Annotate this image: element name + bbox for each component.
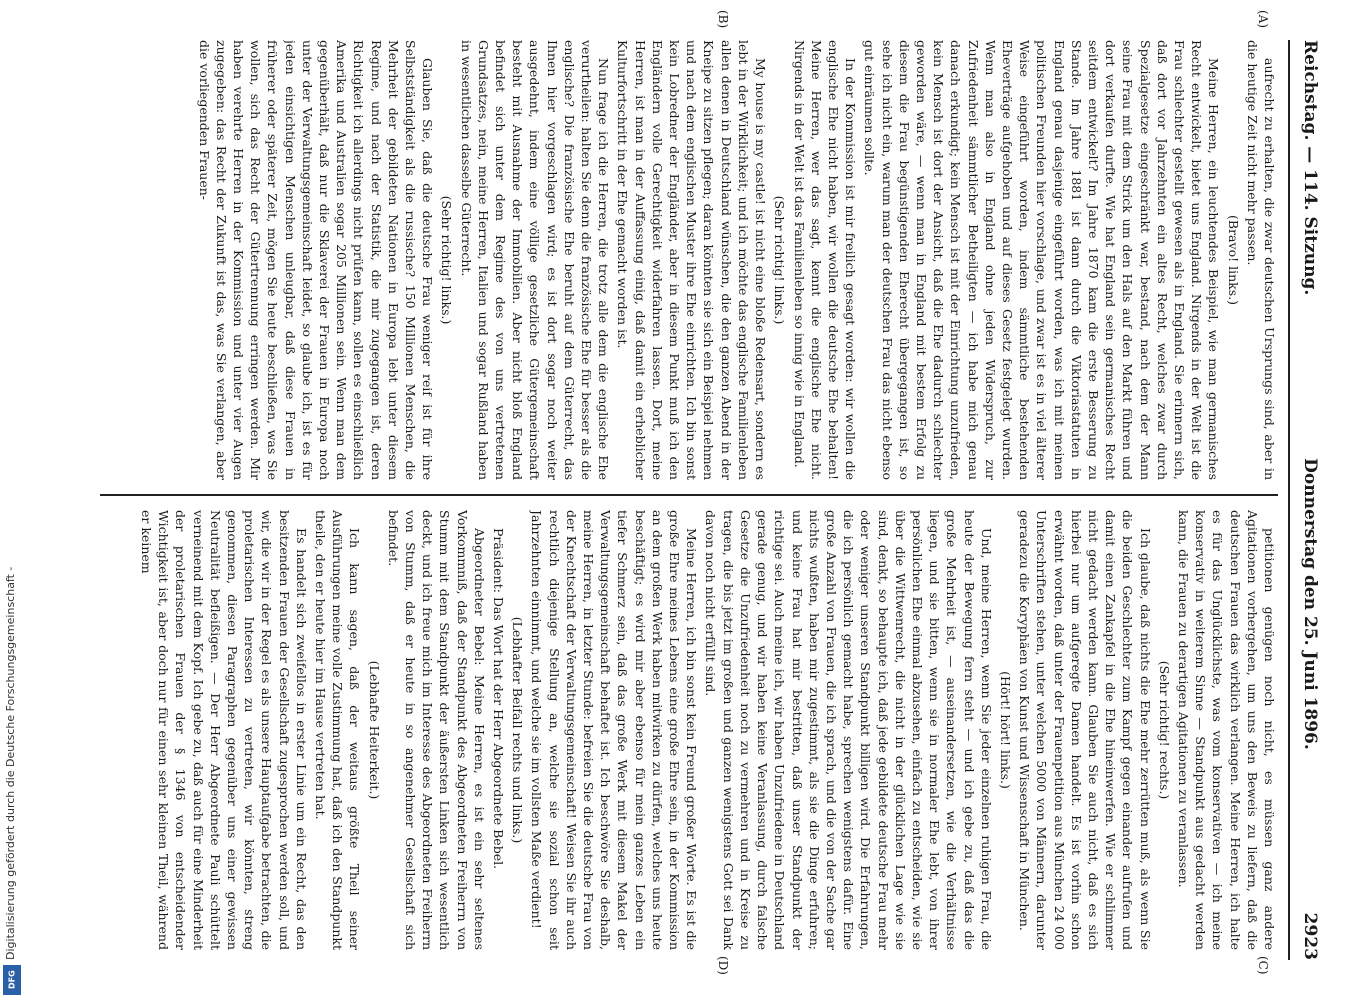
dfg-logo: DFG — [3, 965, 21, 995]
paragraph: Ich glaube, daß nichts die Ehe mehr zerrütten muß, als wenn Sie die beiden Geschlechter zum Kampf gegen einander aufrufen und damit einen Zankapfel in die Ehe hineinwerfen. Wie er schlimmer nicht gedacht werden kann. Glauben Sie auch nicht, daß es sich hierbei nur um aufgeregte Damen handelt. Es ist vorhin schon erwähnt worden, daß unter der Frauenpetition aus München 24 000 Unterschriften stehen, unter welchen 5000 von Männern, darunter geradezu die Koryphäen von Kunst und Wissenschaft in München. — [1017, 510, 1153, 950]
marker-d: (D) — [716, 956, 730, 975]
left-column — [100, 40, 1278, 480]
interjection: (Sehr richtig! links.) — [772, 195, 788, 325]
paragraph: Abgeordneter Bebel: Meine Herren, es ist ein sehr seltenes Vorkommniß, daß der Standpunkt des Abgeordneten Freiherrn von Stumm mit dem Standpunkt der äußersten Linken sich wesentlich deckt, und ich freue mich im Interesse des Abgeordneten Freiherrn von Stumm, daß er heute in so angenehmer Gesellschaft sich befindet. — [385, 510, 487, 950]
paragraph: Glauben Sie, daß die deutsche Frau weniger reif ist für ihre Selbstständigkeit als die russische? 150 Millionen Menschen, die Mehrheit der gebildeten Nationen in Europa lebt unter diesem Regime, und nach der Statistik, die mir zugegangen ist, deren Richtigkeit ich allerdings nicht prüfen kann, sollen es einschließlich Amerika und Australien sogar 205 Millionen sein. Wenn man dem gegenüberhält, daß nur die Sklaverei der Frauen in Europa noch unter der Verwaltungsgemeinschaft leidet, so glaube ich, ist es für jeden einsichtigen Menschen unleugbar, daß diese Frauen in früherer oder späterer Zeit, mögen Sie heute beschließen, was Sie wollen, sich das Recht der Gütertrennung erringen werden. Mir haben verehrte Herren in der Kommission und unter vier Augen zugegeben: das Recht der Zukunft ist das, was Sie verlangen, aber die vorliegenden Frauen- — [196, 40, 436, 480]
document-page — [80, 0, 1330, 1000]
header-date: Donnerstag den 25. Juni 1896. — [1300, 458, 1320, 750]
paragraph: petitionen genügen noch nicht, es müssen ganz andere Agitationen vorhergehen, um uns den Beweis zu liefern, daß die deutschen Frauen das wirklich verlangen. Meine Herren, ich halte es für das Unglücklichste, was vom konservativen — ich meine konservativ in weiterem Sinne — Standpunkt aus gedacht werden kann, die Frauen zu derartigen Agitationen zu veranlassen. — [1175, 510, 1277, 950]
paragraph: Und, meine Herren, wenn Sie jeder einzelnen ruhigen Frau, die heute der Bewegung fern steht — und ich gebe zu, daß das die große Mehrheit ist, — auseinandersetzen, wie die Verhältnisse liegen, und sie bitten, wenn sie in normaler Ehe lebt, von ihrer persönlichen Ehe einmal abzusehen, einfach zu entscheiden, wie sie über die Wittwenrecht, die nicht in der glücklichen Lage wie sie sind, denkt, so behaupte ich, daß jede gebildete deutsche Frau mehr oder weniger unseren Standpunkt billigen wird. Die Erfahrungen, die ich persönlich gemacht habe, sprechen wenigstens dafür. Eine große Anzahl von Frauen, die ich sprach, und die von der Sache gar nichts wußten, haben mir zugestimmt, als sie die Dinge erfuhren; und keine Frau hat mir bestritten, daß unser Standpunkt der richtige sei. Auch meine ich, wir haben Unzufriedene in Deutschland gerade genug, und wir haben keine Veranlassung, durch falsche Gesetze die Unzufriedenheit noch zu vermehren und in Kreise zu tragen, die bis jetzt im großen und ganzen wenigstens Gott sei Dank davon noch nicht erfüllt sind. — [703, 510, 994, 950]
paragraph: Ich kann sagen, daß der weitaus größte Theil seiner Ausführungen meine volle Zustimmung hat, daß ich den Standpunkt theile, den er heute hier im Hause vertreten hat. — [313, 510, 363, 950]
marker-c: (C) — [1256, 956, 1270, 975]
header-left: Reichstag. — 114. Sitzung. — [1300, 40, 1320, 296]
marker-b: (B) — [716, 10, 730, 29]
interjection: (Hört! hört! links.) — [997, 671, 1013, 789]
paragraph: Nun frage ich die Herren, die trotz alle dem die englische Ehe verurtheilen: halten Sie denn die französische Ehe für besser als die englische? Die französische Ehe beruht auf dem Güterrecht, das Ihnen hier vorgeschlagen wird; es ist dort sogar noch weiter ausgedehnt, indem eine völlige gesetzliche Gütergemeinschaft besteht mit Ausnahme der Immobilien. Aber nicht bloß England befindet sich unter dem Regime des von uns vertretenen Grundsatzes, nein, meine Herren, Italien und sogar Rußland haben in wesentlichen dasselbe Güterrecht. — [458, 40, 612, 480]
paragraph: Meine Herren, ein leuchtendes Beispiel, wie man germanisches Recht entwickelt, bietet uns England. Nirgends in der Welt ist die Frau schlechter gestellt gewesen als in England. Sie erinnern sich, daß dort vor Jahrzehnten ein altes Recht, welches zwar durch Spezialgesetze eingeschränkt war, bestand, nach dem der Mann seine Frau mit dem Strick um den Hals auf den Markt führen und dort verkaufen durfte. Wie hat England sein germanisches Recht seitdem entwickelt? Im Jahre 1870 kam die erste Besserung zu Stande. Im Jahre 1881 ist dann durch die Viktoriastatuten in England genau dasjenige eingeführt worden, was ich mit meinen politischen Freunden hier vorschlage, und zwar ist es in viel älterer Weise eingeführt worden, indem sämmtliche bestehenden Eheverträge aufgehoben und auf dieses Gesetz festgelegt wurden. Wenn man also in England ohne jeden Widerspruch, zur Zufriedenheit sämmtlicher Betheiligten — ich habe mich genau danach erkundigt; kein Mensch ist mit der Einrichtung unzufrieden, kein Mensch ist dort der Ansicht, daß die Ehe dadurch schlechter geworden wäre, — wenn man in England mit bestem Erfolg zu diesem die Frau begünstigenden Eherecht übergegangen ist, so sehe ich nicht ein, warum man der deutschen Frau das nicht ebenso gut einräumen sollte. — [862, 40, 1222, 480]
page-header — [1288, 40, 1320, 960]
funding-note: Digitalisierung gefördert durch die Deutsche Forschungsgemeinschaft - — [4, 566, 17, 960]
interjection: (Bravo! links.) — [1225, 215, 1241, 305]
interjection: (Sehr richtig! rechts.) — [1156, 660, 1172, 800]
paragraph: Es handelt sich zweifellos in erster Linie um ein Recht, das den besitzenden Frauen der Gesellschaft zugesprochen werden soll, und wir, die wir in der Regel es als unsere Hauptaufgabe betrachten, die proletarischen Interessen zu vertreten, wir könnten, streng genommen, diesen Paragraphen gegenüber uns einer gewissen Neutralität befleißigen. — Der Herr Abgeordnete Pauli schüttelt verneinend mit dem Kopf. Ich gebe zu, daß auch für eine Minderheit der proletarischen Frauen der § 1346 von entscheidender Wichtigkeit ist, aber doch nur für einen sehr kleinen Theil, während er keinem — [139, 510, 309, 950]
marker-a: (A) — [1256, 10, 1270, 29]
right-column — [100, 510, 1278, 950]
paragraph: Meine Herren, ich bin sonst kein Freund großer Worte. Es ist die große Ehre meines Lebens eine große Ehre sein, in der Kommission an dem großen Werk haben mitwirken zu dürfen, welches uns heute beschäftigt; es wird mir aber ebenso für mein ganzes Leben ein tiefer Schmerz sein, daß das große Werk mit diesem Makel der Verwaltungsgemeinschaft behaftet ist. Ich beschwöre Sie deshalb, meine Herren, in letzter Stunde: befreien Sie die deutsche Frau von der Knechtschaft der Verwaltungsgemeinschaft! Weisen Sie ihr auch rechtlich diejenige Stellung an, welche sie sozial schon seit Jahrzehnten einnimmt, und welche sie im vollsten Maße verdient! — [529, 510, 700, 950]
interjection: (Lebhafte Heiterkeit.) — [366, 660, 382, 800]
page-number: 2923 — [1300, 912, 1320, 960]
paragraph: Präsident: Das Wort hat der Herr Abgeordnete Bebel. — [491, 528, 507, 870]
paragraph: aufrecht zu erhalten, die zwar deutschen Ursprungs sind, aber in die heutige Zeit nicht mehr passen. — [1244, 40, 1277, 480]
sidebar — [0, 0, 24, 1000]
paragraph: In der Kommission ist mir freilich gesagt worden: wir wollen die englische Ehe nicht haben, wir wollen die deutsche Ehe behalten! Meine Herren, wer das sagt, kennt die englische Ehe nicht. Nirgends in der Welt ist das Familienleben so innig wie in England. — [791, 40, 859, 480]
interjection: (Sehr richtig! links.) — [439, 195, 455, 325]
interjection: (Lebhafter Beifall rechts und links.) — [510, 616, 526, 844]
paragraph: My house is my castle! ist nicht eine bloße Redensart, sondern es lebt in der Wirklichkeit; und ich möchte das englische Familienleben allen denen in Deutschland wünschen, die den ganzen Abend in der Kneipe zu sitzen pflegen; daran könnten sie sich ein Beispiel nehmen und nach dem englischen Muster ihre Ehe einrichten. Ich bin sonst kein Lobredner der Engländer, aber in diesem Punkt muß ich den Engländern volle Gerechtigkeit widerfahren lassen. Dort, meine Herren, ist man in der Auffassung einig, daß damit ein erheblicher Kulturfortschritt in der Ehe gemacht worden ist. — [615, 40, 769, 480]
column-divider — [100, 494, 1278, 496]
